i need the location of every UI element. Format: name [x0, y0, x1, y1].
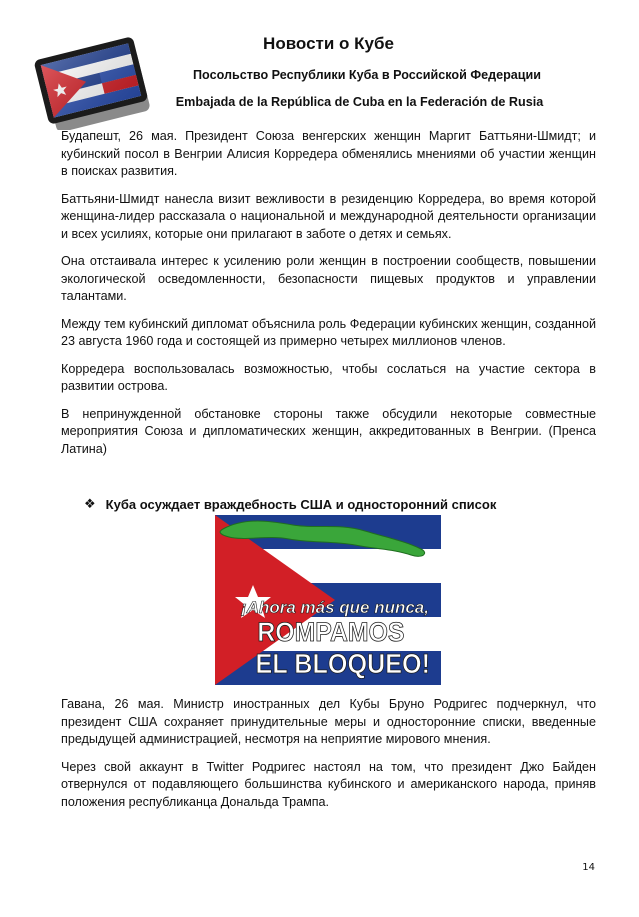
blockade-poster-image — [215, 515, 441, 685]
page-number: 14 — [582, 862, 595, 873]
page-title: Новости о Кубе — [263, 34, 394, 53]
article-2 — [61, 696, 596, 821]
paragraph: Гавана, 26 мая. Министр иностранных дел Кубы Бруно Родригес подчеркнул, что президент США сохраняет принудительные меры и односторонние списки, введенные предыдущей администрацией, несмотря на неприятие мирового мнения. — [61, 697, 596, 746]
poster-line-2: ROMPAMOS — [257, 618, 405, 648]
cuba-flag-poster-icon — [215, 515, 441, 685]
section-heading-text: Куба осуждает враждебность США и односторонний список — [105, 496, 497, 512]
poster-line-3: EL BLOQUEO! — [255, 647, 431, 680]
poster-line-1: ¡Ahora más que nunca, — [241, 598, 429, 617]
paragraph: Она отстаивала интерес к усилению роли женщин в построении сообществ, повышении экологической осведомленности, безопасности пищевых продуктов и управлении талантами. — [61, 254, 596, 303]
paragraph: Будапешт, 26 мая. Президент Союза венгерских женщин Маргит Баттьяни-Шмидт; и кубинский посол в Венгрии Алисия Корредера обменялись мнениями об участии женщин в поисках развития. — [61, 129, 596, 178]
paragraph: Через свой аккаунт в Twitter Родригес настоял на том, что президент Джо Байден отвернулся от подавляющего большинства кубинского и американского народа, приняв положения республиканца Дональда Трампа. — [61, 759, 596, 809]
paragraph: В непринужденной обстановке стороны также обсудили некоторые совместные мероприятия Союза и дипломатических женщин, аккредитованных в Венгрии. (Пренса Латина) — [61, 406, 596, 456]
diamond-bullet-icon: ❖ — [84, 496, 96, 511]
paragraph: Корредера воспользовалась возможностью, чтобы сослаться на участие сектора в развитии острова. — [61, 361, 596, 393]
section-heading — [84, 496, 496, 512]
paragraph: Баттьяни-Шмидт нанесла визит вежливости в резиденцию Корредера, во время которой женщина-лидер рассказала о национальной и международной деятельности организации и всех усилиях, которые они прилагают в заботе о детях и семьях. — [61, 191, 596, 241]
paragraph: Между тем кубинский дипломат объяснила роль Федерации кубинских женщин, созданной 23 августа 1960 года и состоящей из примерно четырех миллионов членов. — [61, 316, 596, 348]
embassy-name-spanish: Embajada de la República de Cuba en la Federación de Rusia — [175, 95, 544, 109]
embassy-name-russian: Посольство Республики Куба в Российской Федерации — [193, 68, 541, 82]
article-1 — [61, 128, 596, 468]
